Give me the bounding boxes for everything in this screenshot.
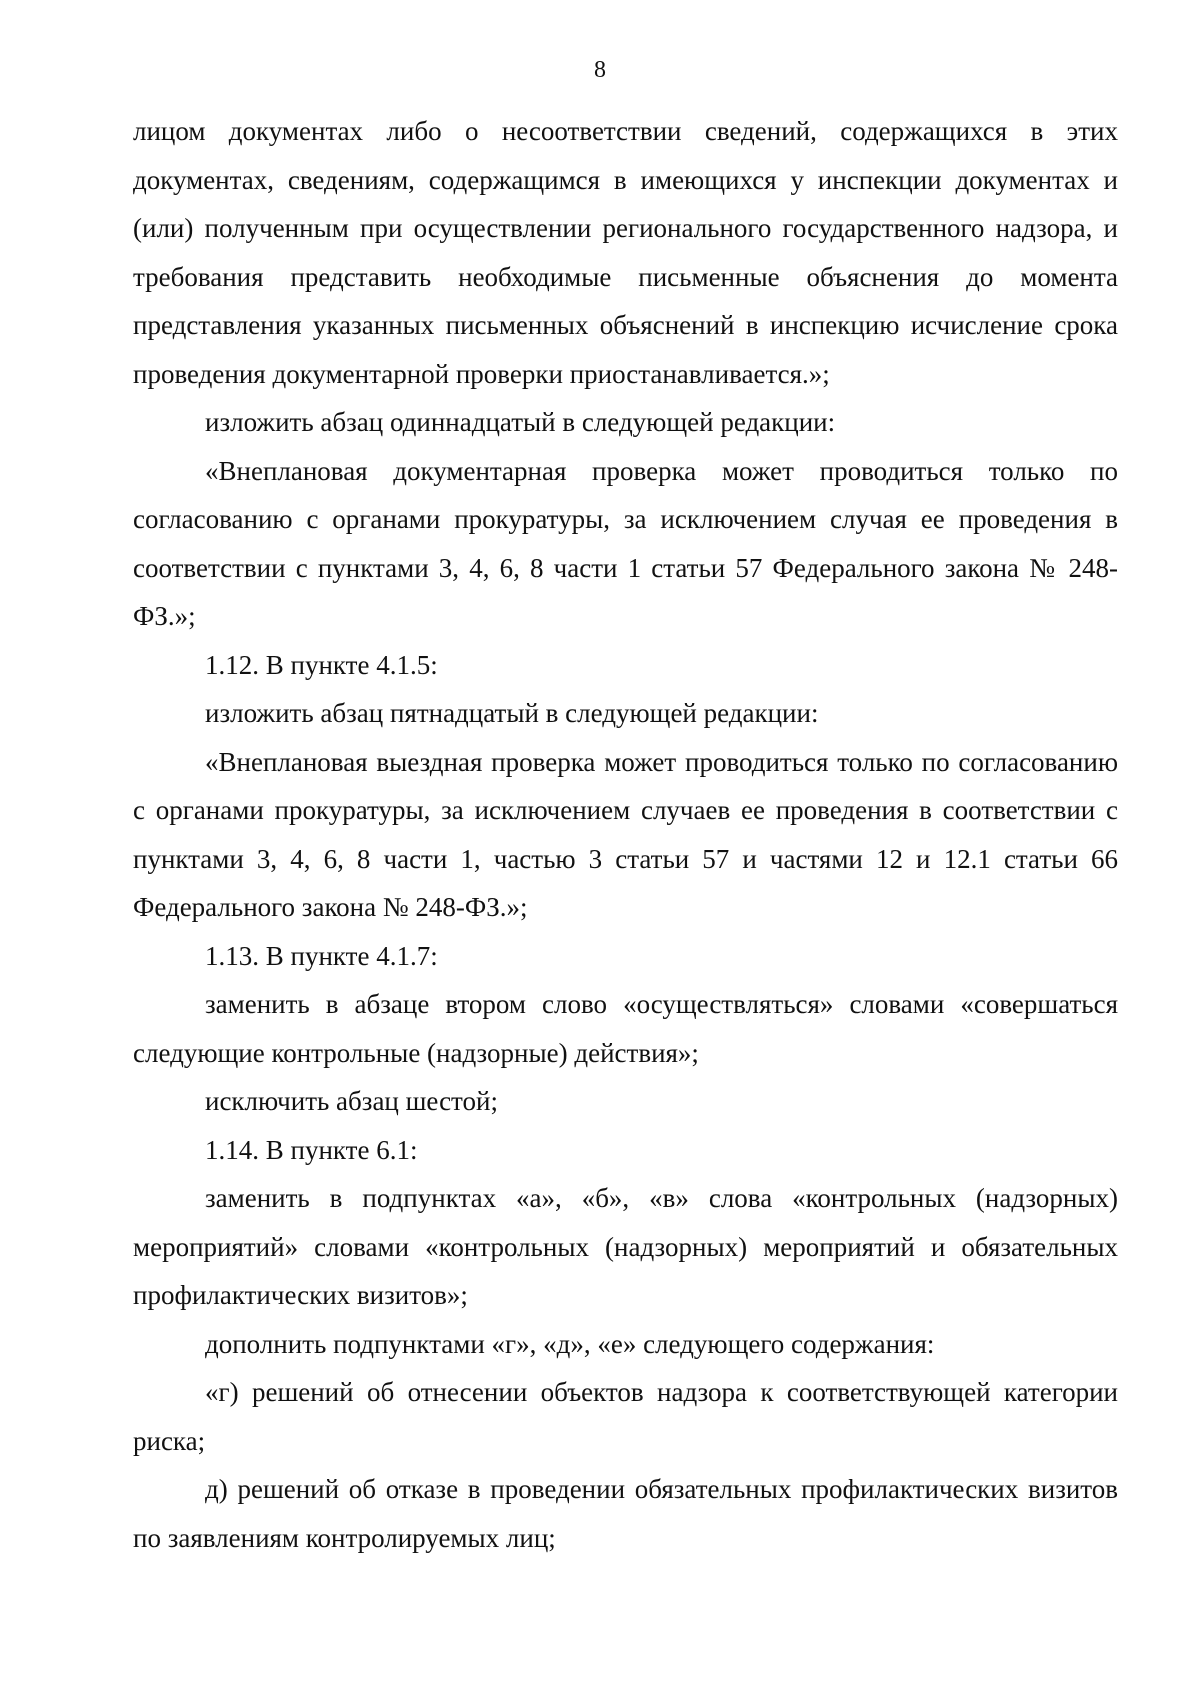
page-number: 8 — [594, 57, 606, 83]
paragraph-exclude-6: исключить абзац шестой; — [205, 1086, 498, 1116]
paragraph-item-1-14: 1.14. В пункте 6.1: — [205, 1134, 418, 1165]
paragraph-item-1-13: 1.13. В пункте 4.1.7: — [205, 940, 438, 971]
paragraph-quote-documentary: «Внеплановая документарная проверка может проводиться только по согласованию с органами прокуратуры, за исключением случая ее проведения в соответствии с пунктами 3, 4, 6, 8 части 1 статьи 57 Федерального закона № 248-ФЗ.»; — [133, 455, 1118, 631]
paragraph-amend-11: изложить абзац одиннадцатый в следующей редакции: — [205, 407, 836, 437]
paragraph-replace-subitems: заменить в подпунктах «а», «б», «в» слова «контрольных (надзорных) мероприятий» словами «контрольных (надзорных) мероприятий и обязательных профилактических визитов»; — [133, 1183, 1118, 1310]
paragraph-quote-field: «Внеплановая выездная проверка может проводиться только по согласованию с органами прокуратуры, за исключением случаев ее проведения в соответствии с пунктами 3, 4, 6, 8 части 1, частью 3 статьи 57 и частями 12 и 12.1 статьи 66 Федерального закона № 248-ФЗ.»; — [133, 746, 1118, 922]
paragraph-continuation: лицом документах либо о несоответствии сведений, содержащихся в этих документах, сведениям, содержащимся в имеющихся у инспекции документах и (или) полученным при осуществлении регионального государственного надзора, и требования представить необходимые письменные объяснения до момента представления указанных письменных объяснений в инспекцию исчисление срока проведения документарной проверки приостанавливается.»; — [133, 116, 1118, 389]
paragraph-subitem-d: д) решений об отказе в проведении обязательных профилактических визитов по заявлениям контролируемых лиц; — [133, 1474, 1118, 1553]
paragraph-replace-word: заменить в абзаце втором слово «осуществляться» словами «совершаться следующие контрольные (надзорные) действия»; — [133, 989, 1118, 1068]
paragraph-item-1-12: 1.12. В пункте 4.1.5: — [205, 649, 438, 680]
paragraph-add-subitems: дополнить подпунктами «г», «д», «е» следующего содержания: — [205, 1328, 935, 1359]
document-body — [133, 107, 1118, 1562]
paragraph-amend-15: изложить абзац пятнадцатый в следующей редакции: — [205, 698, 819, 728]
paragraph-subitem-g: «г) решений об отнесении объектов надзора к соответствующей категории риска; — [133, 1377, 1118, 1456]
